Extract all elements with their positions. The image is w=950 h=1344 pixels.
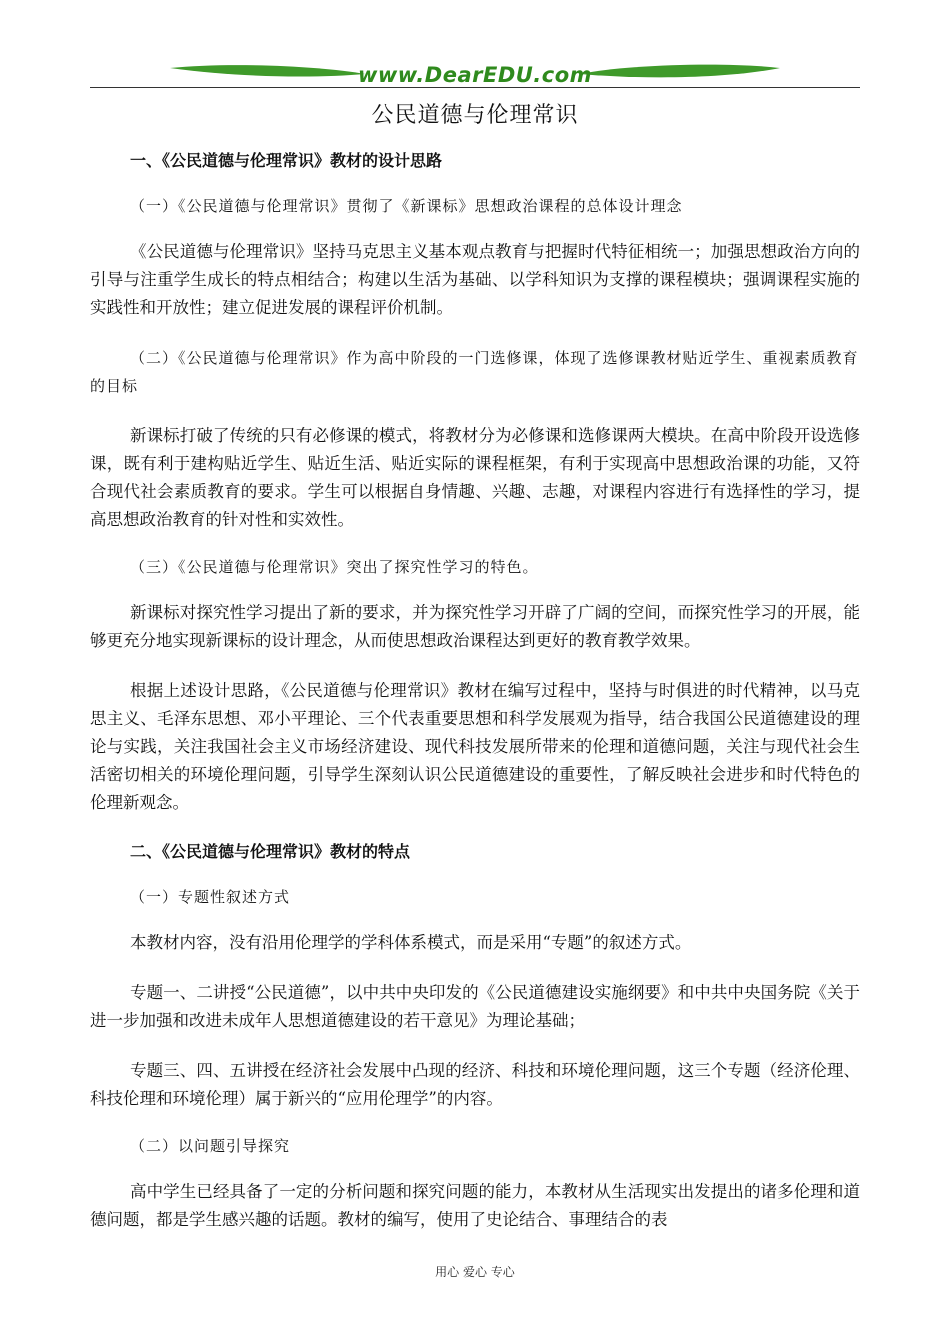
section-1-heading: 一、《公民道德与伦理常识》教材的设计思路 <box>130 151 443 170</box>
header-divider <box>90 87 860 88</box>
section-2-sub-2: （二）以问题引导探究 <box>130 1137 291 1155</box>
paragraph: 专题三、四、五讲授在经济社会发展中凸现的经济、科技和环境伦理问题，这三个专题（经济伦理、科技伦理和环境伦理）属于新兴的“应用伦理学”的内容。 <box>90 1061 860 1108</box>
section-1-sub-3: （三）《公民道德与伦理常识》突出了探究性学习的特色。 <box>130 558 539 576</box>
site-header-banner <box>90 60 860 90</box>
page-footer: 用心 爱心 专心 <box>435 1265 515 1279</box>
page-title: 公民道德与伦理常识 <box>371 103 579 128</box>
paragraph: 新课标打破了传统的只有必修课的模式，将教材分为必修课和选修课两大模块。在高中阶段开设选修课，既有利于建构贴近学生、贴近生活、贴近实际的课程框架，有利于实现高中思想政治课的功能，又符合现代社会素质教育的要求。学生可以根据自身情趣、兴趣、志趣，对课程内容进行有选择性的学习，提高思想政治教育的针对性和实效性。 <box>90 426 860 529</box>
paragraph: 新课标对探究性学习提出了新的要求，并为探究性学习开辟了广阔的空间，而探究性学习的开展，能够更充分地实现新课标的设计理念，从而使思想政治课程达到更好的教育教学效果。 <box>90 603 860 650</box>
paragraph: 专题一、二讲授“公民道德”，以中共中央印发的《公民道德建设实施纲要》和中共中央国务院《关于进一步加强和改进未成年人思想道德建设的若干意见》为理论基础； <box>90 983 860 1030</box>
document-body <box>90 148 860 1256</box>
section-1-sub-2: （二）《公民道德与伦理常识》作为高中阶段的一门选修课，体现了选修课教材贴近学生、重视素质教育的目标 <box>90 349 859 395</box>
section-2-sub-1: （一）专题性叙述方式 <box>130 888 291 906</box>
paragraph: 本教材内容，没有沿用伦理学的学科体系模式，而是采用“专题”的叙述方式。 <box>130 933 692 952</box>
site-logo[interactable]: www.DearEDU.com <box>357 63 593 87</box>
section-2-heading: 二、《公民道德与伦理常识》教材的特点 <box>130 842 411 861</box>
paragraph: 高中学生已经具备了一定的分析问题和探究问题的能力，本教材从生活现实出发提出的诸多伦理和道德问题，都是学生感兴趣的话题。教材的编写，使用了史论结合、事理结合的表 <box>90 1182 860 1229</box>
paragraph: 《公民道德与伦理常识》坚持马克思主义基本观点教育与把握时代特征相统一；加强思想政治方向的引导与注重学生成长的特点相结合；构建以生活为基础、以学科知识为支撑的课程模块；强调课程实施的实践性和开放性；建立促进发展的课程评价机制。 <box>90 242 860 317</box>
section-1-sub-1: （一）《公民道德与伦理常识》贯彻了《新课标》思想政治课程的总体设计理念 <box>130 197 683 215</box>
paragraph: 根据上述设计思路，《公民道德与伦理常识》教材在编写过程中，坚持与时俱进的时代精神，以马克思主义、毛泽东思想、邓小平理论、三个代表重要思想和科学发展观为指导，结合我国公民道德建设的理论与实践，关注我国社会主义市场经济建设、现代科技发展所带来的伦理和道德问题，关注与现代社会生活密切相关的环境伦理问题，引导学生深刻认识公民道德建设的重要性，了解反映社会进步和时代特色的伦理新观念。 <box>90 681 860 812</box>
